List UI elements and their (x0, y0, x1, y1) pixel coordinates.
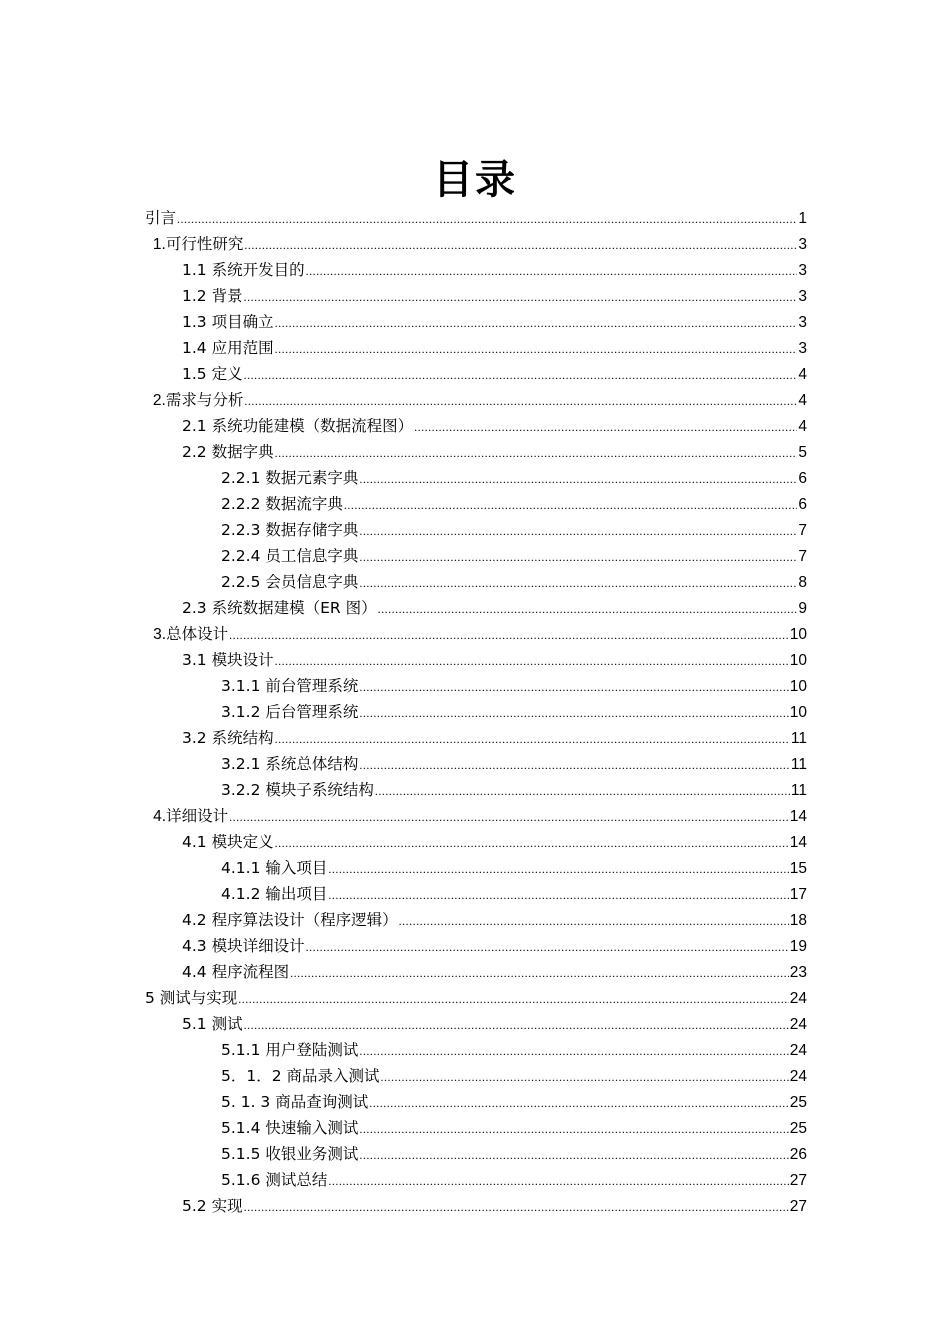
toc-entry-number: 4. (153, 808, 167, 825)
toc-dot-leader (275, 440, 798, 466)
toc-entry-title: 5.1.5 收银业务测试 (221, 1145, 359, 1163)
toc-entry-title: 5.1.1 用户登陆测试 (221, 1041, 359, 1059)
toc-page-number: 11 (790, 756, 807, 773)
toc-page-number: 10 (789, 704, 807, 721)
toc-entry[interactable] (145, 1089, 807, 1115)
toc-entry[interactable] (145, 725, 807, 751)
toc-entry-title: 5.1.4 快速输入测试 (221, 1119, 359, 1137)
toc-page-number: 27 (789, 1198, 807, 1215)
toc-entry-title: 1.4 应用范围 (182, 339, 274, 357)
toc-entry-title: 5．1．2 商品录入测试 (221, 1067, 380, 1085)
toc-entry-title: 需求与分析 (165, 391, 244, 409)
toc-dot-leader (359, 544, 797, 570)
toc-entry[interactable] (145, 257, 807, 283)
toc-entry-title: 4.2 程序算法设计（程序逻辑） (182, 911, 398, 929)
toc-entry-title: 2.2.5 会员信息字典 (221, 573, 359, 591)
toc-page-number: 3 (798, 262, 807, 279)
toc-page-number: 24 (789, 1016, 807, 1033)
toc-entry[interactable] (145, 1115, 807, 1141)
toc-page-number: 18 (789, 912, 807, 929)
toc-dot-leader (244, 284, 798, 310)
toc-entry[interactable] (145, 907, 807, 933)
toc-dot-leader (177, 206, 797, 232)
toc-page-number: 17 (789, 886, 807, 903)
toc-dot-leader (244, 362, 798, 388)
toc-entry[interactable] (145, 985, 807, 1011)
toc-entry-title: 1.3 项目确立 (182, 313, 274, 331)
toc-page-number: 1 (798, 210, 807, 227)
toc-dot-leader (359, 466, 797, 492)
toc-entry[interactable] (145, 1141, 807, 1167)
toc-dot-leader (229, 622, 789, 648)
toc-page-number: 6 (798, 496, 807, 513)
toc-entry[interactable] (145, 647, 807, 673)
toc-dot-leader (328, 882, 788, 908)
toc-entry[interactable] (145, 751, 807, 777)
toc-dot-leader (328, 1168, 788, 1194)
toc-entry[interactable] (145, 621, 807, 647)
toc-entry[interactable] (145, 959, 807, 985)
toc-dot-leader (359, 518, 797, 544)
toc-entry-title: 总体设计 (166, 625, 229, 643)
toc-entry[interactable] (145, 829, 807, 855)
toc-page-number: 3 (798, 314, 807, 331)
toc-dot-leader (359, 570, 797, 596)
toc-entry-title: 4.1.2 输出项目 (221, 885, 328, 903)
toc-entry-title: 1.1 系统开发目的 (182, 261, 305, 279)
toc-entry-number: 2. (152, 392, 166, 409)
toc-entry-title: 5.2 实现 (182, 1197, 243, 1215)
toc-entry[interactable] (145, 465, 807, 491)
toc-entry-title: 3.1.2 后台管理系统 (221, 703, 359, 721)
toc-dot-leader (344, 492, 798, 518)
toc-dot-leader (369, 1090, 789, 1116)
toc-entry[interactable] (145, 1167, 807, 1193)
toc-page-number: 9 (798, 600, 807, 617)
toc-entry[interactable] (145, 361, 807, 387)
toc-page-number: 26 (789, 1146, 807, 1163)
toc-entry-title: 5.1.6 测试总结 (221, 1171, 328, 1189)
toc-entry-title: 引言 (145, 209, 177, 227)
toc-entry-title: 5.1 测试 (182, 1015, 243, 1033)
toc-dot-leader (244, 1194, 789, 1220)
toc-page-number: 10 (789, 626, 807, 643)
toc-page-number: 24 (789, 1068, 807, 1085)
toc-entry[interactable] (145, 283, 807, 309)
toc-dot-leader (381, 1064, 789, 1090)
toc-entry[interactable] (145, 309, 807, 335)
toc-entry[interactable] (145, 1011, 807, 1037)
toc-page-number: 10 (789, 678, 807, 695)
toc-entry-title: 2.2.2 数据流字典 (221, 495, 343, 513)
toc-entry-title: 4.1 模块定义 (182, 833, 274, 851)
toc-dot-leader (375, 778, 790, 804)
toc-page-number: 7 (798, 548, 807, 565)
table-of-contents (145, 205, 807, 1219)
toc-entry-title: 3.1 模块设计 (182, 651, 274, 669)
toc-entry-number: 3. (153, 626, 167, 643)
toc-entry-title: 3.2 系统结构 (182, 729, 274, 747)
toc-page-number: 3 (798, 236, 807, 253)
toc-entry-title: 2.2.4 员工信息字典 (221, 547, 359, 565)
toc-page-number: 5 (798, 444, 807, 461)
toc-entry-title: 5 测试与实现 (145, 989, 238, 1007)
toc-dot-leader (378, 596, 798, 622)
toc-entry[interactable] (145, 335, 807, 361)
toc-page-number: 27 (789, 1172, 807, 1189)
toc-entry[interactable] (145, 673, 807, 699)
toc-dot-leader (244, 388, 797, 414)
toc-entry[interactable] (145, 517, 807, 543)
toc-entry[interactable] (145, 1063, 807, 1089)
toc-page-number: 10 (789, 652, 807, 669)
toc-entry[interactable] (145, 881, 807, 907)
toc-dot-leader (238, 986, 788, 1012)
toc-entry-title: 2.2.3 数据存储字典 (221, 521, 359, 539)
toc-page-number: 8 (798, 574, 807, 591)
toc-entry[interactable] (145, 855, 807, 881)
toc-dot-leader (359, 752, 790, 778)
toc-dot-leader (229, 804, 789, 830)
toc-entry-title: 4.1.1 输入项目 (221, 859, 328, 877)
toc-entry[interactable] (145, 1037, 807, 1063)
toc-dot-leader (275, 648, 789, 674)
toc-dot-leader (275, 830, 789, 856)
toc-dot-leader (306, 934, 789, 960)
toc-dot-leader (275, 310, 798, 336)
toc-entry[interactable] (145, 491, 807, 517)
toc-dot-leader (275, 336, 798, 362)
toc-entry[interactable] (145, 439, 807, 465)
toc-dot-leader (359, 1116, 788, 1142)
toc-dot-leader (359, 700, 788, 726)
toc-entry-title: 详细设计 (166, 807, 229, 825)
toc-page-number: 24 (789, 1042, 807, 1059)
toc-entry-number: 1. (152, 236, 166, 253)
toc-dot-leader (244, 1012, 789, 1038)
toc-entry[interactable] (145, 699, 807, 725)
toc-dot-leader (244, 232, 797, 258)
page-title: 目录 (433, 157, 517, 203)
toc-dot-leader (359, 1038, 788, 1064)
toc-page-number: 4 (798, 366, 807, 383)
toc-dot-leader (306, 258, 798, 284)
toc-entry-title: 2.3 系统数据建模（ER 图） (182, 599, 377, 617)
toc-page-number: 4 (798, 392, 807, 409)
toc-dot-leader (290, 960, 789, 986)
toc-entry[interactable] (145, 777, 807, 803)
toc-entry-title: 3.1.1 前台管理系统 (221, 677, 359, 695)
toc-entry[interactable] (145, 413, 807, 439)
toc-page-number: 11 (790, 782, 807, 799)
toc-page-number: 19 (789, 938, 807, 955)
toc-entry[interactable] (145, 595, 807, 621)
toc-page-number: 4 (798, 418, 807, 435)
toc-page-number: 7 (798, 522, 807, 539)
toc-entry[interactable] (145, 933, 807, 959)
toc-page-number: 3 (798, 288, 807, 305)
toc-page-number: 23 (789, 964, 807, 981)
toc-page-number: 14 (789, 834, 807, 851)
toc-entry[interactable] (145, 803, 807, 829)
toc-entry-title: 1.2 背景 (182, 287, 243, 305)
toc-entry-title: 2.1 系统功能建模（数据流程图） (182, 417, 414, 435)
toc-page-number: 6 (798, 470, 807, 487)
toc-page-number: 24 (789, 990, 807, 1007)
toc-entry-title: 4.3 模块详细设计 (182, 937, 305, 955)
toc-page-number: 15 (789, 860, 807, 877)
toc-dot-leader (359, 674, 788, 700)
toc-dot-leader (275, 726, 790, 752)
toc-page-number: 11 (790, 730, 807, 747)
toc-entry-title: 3.2.2 模块子系统结构 (221, 781, 374, 799)
toc-entry[interactable] (145, 569, 807, 595)
toc-entry[interactable] (145, 1193, 807, 1219)
toc-entry-title: 3.2.1 系统总体结构 (221, 755, 359, 773)
toc-entry[interactable] (145, 543, 807, 569)
toc-entry[interactable] (145, 387, 807, 413)
toc-entry-title: 2.2 数据字典 (182, 443, 274, 461)
toc-entry[interactable] (145, 231, 807, 257)
toc-entry-title: 5. 1. 3 商品查询测试 (221, 1093, 369, 1111)
toc-page-number: 25 (789, 1120, 807, 1137)
toc-entry-title: 1.5 定义 (182, 365, 243, 383)
toc-dot-leader (359, 1142, 788, 1168)
toc-entry-title: 2.2.1 数据元素字典 (221, 469, 359, 487)
toc-dot-leader (399, 908, 789, 934)
toc-page-number: 3 (798, 340, 807, 357)
toc-dot-leader (414, 414, 797, 440)
toc-entry-title: 可行性研究 (165, 235, 244, 253)
toc-entry-title: 4.4 程序流程图 (182, 963, 290, 981)
toc-page-number: 25 (789, 1094, 807, 1111)
toc-entry[interactable] (145, 205, 807, 231)
toc-page-number: 14 (789, 808, 807, 825)
toc-dot-leader (328, 856, 788, 882)
